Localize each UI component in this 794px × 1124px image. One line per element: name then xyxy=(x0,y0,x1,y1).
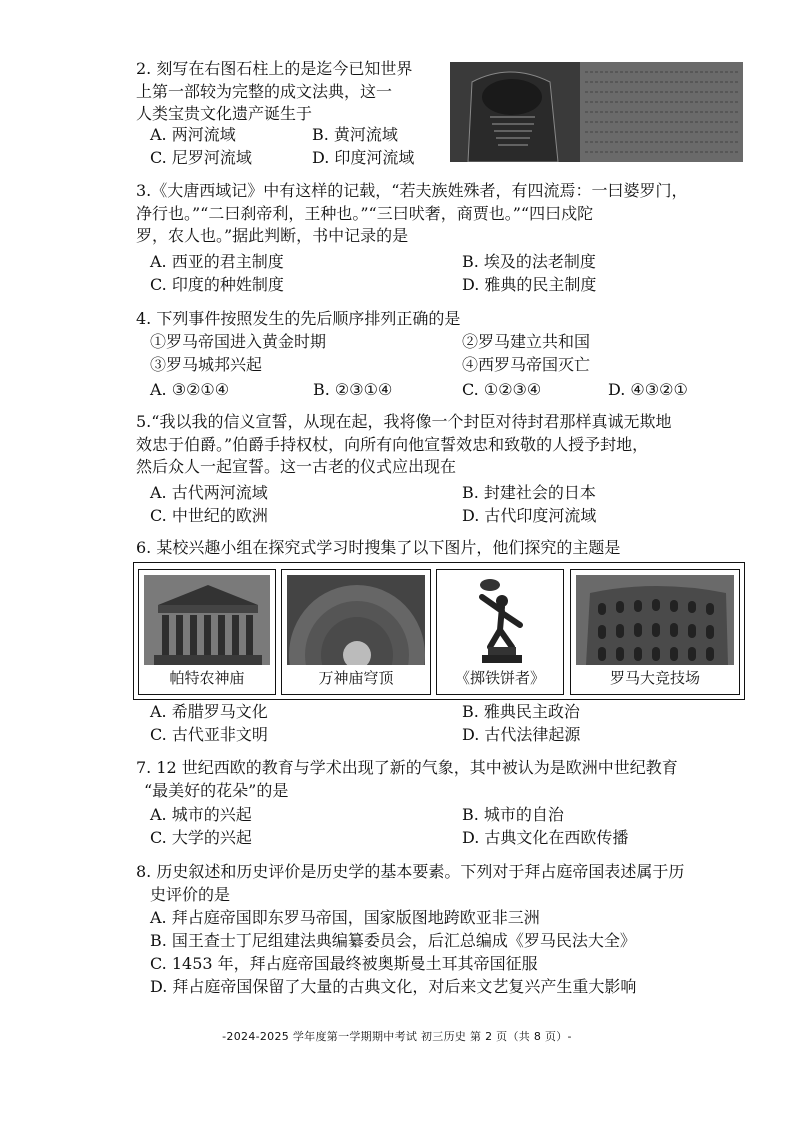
q5-option-c: C. 中世纪的欧洲 xyxy=(150,506,268,525)
q7-option-a: A. 城市的兴起 xyxy=(150,805,252,824)
q8-option-a: A. 拜占庭帝国即东罗马帝国，国家版图地跨欧亚非三洲 xyxy=(150,908,540,927)
discobolus-photo xyxy=(442,575,558,665)
colosseum-caption: 罗马大竞技场 xyxy=(609,669,700,687)
q5-option-d: D. 古代印度河流域 xyxy=(462,506,597,525)
q8-stem-line: 史评价的是 xyxy=(150,884,231,904)
q8-option-b: B. 国王查士丁尼组建法典编纂委员会，后汇总编成《罗马民法大全》 xyxy=(150,931,636,950)
discobolus-caption: 《掷铁饼者》 xyxy=(454,669,545,687)
q2-option-d: D. 印度河流域 xyxy=(312,148,415,167)
question-4 xyxy=(136,308,751,331)
q5-stem-line: 然后众人一起宣誓。这一古老的仪式应出现在 xyxy=(136,457,457,476)
colosseum-figure xyxy=(570,569,740,695)
q4-event-2: ②罗马建立共和国 xyxy=(462,332,591,351)
q6-stem-line: 6. 某校兴趣小组在探究式学习时搜集了以下图片，他们探究的主题是 xyxy=(136,538,621,557)
q6-picture-panel xyxy=(133,562,745,700)
q6-option-d: D. 古代法律起源 xyxy=(462,725,581,744)
question-3 xyxy=(136,180,751,248)
page-footer: -2024-2025 学年度第一学期期中考试 初三历史 第 2 页（共 8 页）- xyxy=(222,1030,572,1043)
q4-option-b: B. ②③①④ xyxy=(313,380,393,399)
pantheon-figure xyxy=(281,569,431,695)
parthenon-photo xyxy=(144,575,270,665)
question-8 xyxy=(136,861,751,906)
stele-image-icon xyxy=(450,62,743,162)
parthenon-caption: 帕特农神庙 xyxy=(169,669,245,687)
q2-stem-line: 2. 刻写在右图石柱上的是迄今已知世界 xyxy=(136,59,413,78)
q3-stem-line: 罗，农人也。”据此判断，书中记录的是 xyxy=(136,226,409,245)
q8-option-d: D. 拜占庭帝国保留了大量的古典文化，对后来文艺复兴产生重大影响 xyxy=(150,977,637,996)
q4-option-d: D. ④③②① xyxy=(608,380,688,399)
question-5 xyxy=(136,411,751,479)
q2-option-c: C. 尼罗河流域 xyxy=(150,148,252,167)
q6-option-a: A. 希腊罗马文化 xyxy=(150,702,268,721)
q7-option-c: C. 大学的兴起 xyxy=(150,828,252,847)
q4-event-1: ①罗马帝国进入黄金时期 xyxy=(150,332,327,351)
q7-stem-line: 7. 12 世纪西欧的教育与学术出现了新的气象，其中被认为是欧洲中世纪教育 xyxy=(136,758,678,777)
stele-photo xyxy=(450,62,743,162)
question-7 xyxy=(136,757,751,802)
q3-option-d: D. 雅典的民主制度 xyxy=(462,275,597,294)
q2-stem-line: 人类宝贵文化遗产诞生于 xyxy=(136,104,313,123)
q5-stem-line: 5.“我以我的信义宣誓，从现在起，我将像一个封臣对待封君那样真诚无欺地 xyxy=(136,412,672,431)
q7-option-b: B. 城市的自治 xyxy=(462,805,564,824)
q7-stem-line: “最美好的花朵”的是 xyxy=(144,780,289,800)
q4-event-4: ④西罗马帝国灭亡 xyxy=(462,355,591,374)
q6-option-b: B. 雅典民主政治 xyxy=(462,702,580,721)
q3-option-c: C. 印度的种姓制度 xyxy=(150,275,284,294)
pantheon-caption: 万神庙穹顶 xyxy=(318,669,394,687)
q4-option-c: C. ①②③④ xyxy=(462,380,542,399)
parthenon-icon xyxy=(144,575,270,665)
colosseum-icon xyxy=(576,575,734,665)
q6-option-c: C. 古代亚非文明 xyxy=(150,725,268,744)
q2-option-a: A. 两河流域 xyxy=(150,125,236,144)
q4-stem-line: 4. 下列事件按照发生的先后顺序排列正确的是 xyxy=(136,309,461,328)
pantheon-photo xyxy=(287,575,425,665)
q3-option-a: A. 西亚的君主制度 xyxy=(150,252,284,271)
question-6 xyxy=(136,537,751,560)
q4-event-3: ③罗马城邦兴起 xyxy=(150,355,263,374)
q8-option-c: C. 1453 年，拜占庭帝国最终被奥斯曼土耳其帝国征服 xyxy=(150,954,538,973)
discobolus-figure xyxy=(436,569,564,695)
colosseum-photo xyxy=(576,575,734,665)
discobolus-statue-icon xyxy=(442,575,558,665)
q2-stem-line: 上第一部较为完整的成文法典，这一 xyxy=(136,81,393,101)
q4-option-a: A. ③②①④ xyxy=(150,380,230,399)
pantheon-dome-icon xyxy=(287,575,425,665)
q3-stem-line: 净行也。”“二曰刹帝利，王种也。”“三曰吠奢，商贾也。”“四曰戍陀 xyxy=(136,203,594,223)
q5-option-b: B. 封建社会的日本 xyxy=(462,483,596,502)
parthenon-figure xyxy=(138,569,276,695)
q3-option-b: B. 埃及的法老制度 xyxy=(462,252,596,271)
q2-option-b: B. 黄河流域 xyxy=(312,125,398,144)
q3-stem-line: 3.《大唐西域记》中有这样的记载，“若夫族姓殊者，有四流焉：一曰婆罗门， xyxy=(136,181,688,200)
q5-stem-line: 效忠于伯爵。”伯爵手持权杖，向所有向他宣誓效忠和致敬的人授予封地， xyxy=(136,434,649,454)
q7-option-d: D. 古典文化在西欧传播 xyxy=(462,828,629,847)
q5-option-a: A. 古代两河流域 xyxy=(150,483,268,502)
q8-stem-line: 8. 历史叙述和历史评价是历史学的基本要素。下列对于拜占庭帝国表述属于历 xyxy=(136,862,685,881)
